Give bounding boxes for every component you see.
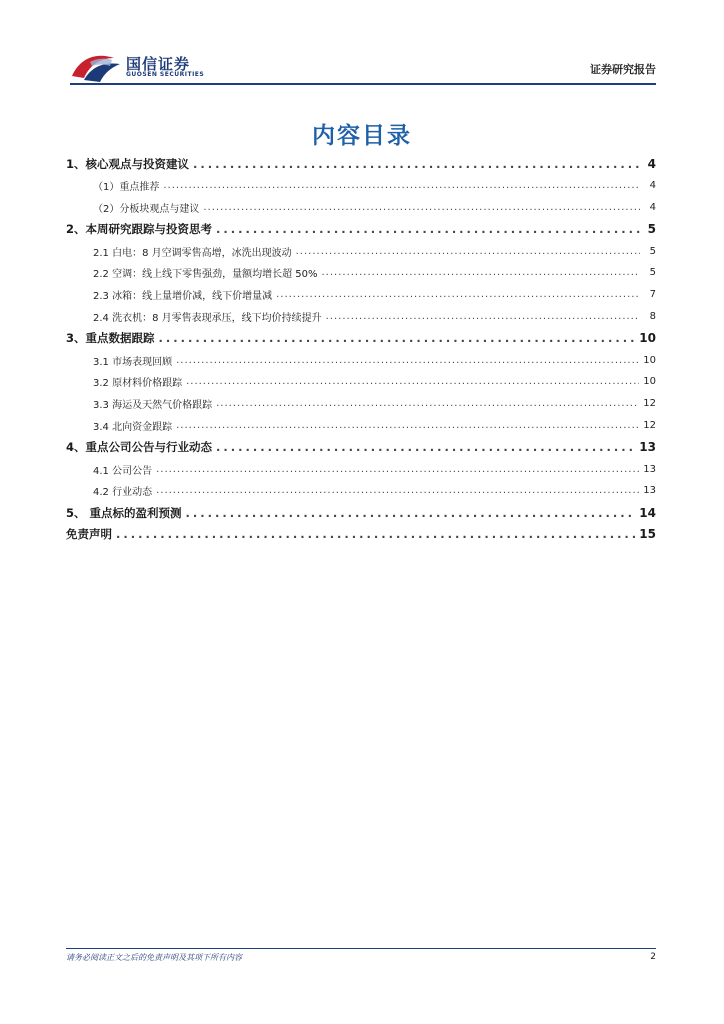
toc-dot-leader <box>203 202 640 213</box>
toc-entry-page: 14 <box>639 505 656 520</box>
toc-entry[interactable] <box>66 153 656 175</box>
toc-entry-page: 12 <box>643 419 656 431</box>
toc-entry-page: 5 <box>649 267 656 279</box>
toc-entry[interactable] <box>66 284 656 306</box>
toc-entry[interactable] <box>66 458 656 480</box>
report-type-label: 证券研究报告 <box>590 63 656 76</box>
toc-entry-title: 3、重点数据跟踪 <box>66 331 155 346</box>
toc-dot-leader <box>156 485 639 496</box>
toc-entry-page: 7 <box>649 289 656 301</box>
toc-dot-leader <box>322 267 641 278</box>
toc-dot-leader <box>193 157 640 171</box>
toc-dot-leader <box>156 464 639 475</box>
toc-entry-title: 3.4 北向资金跟踪 <box>93 421 173 433</box>
toc-entry-title: 4.1 公司公告 <box>93 465 153 477</box>
toc-entry[interactable] <box>66 393 656 415</box>
toc-entry-title: 5、 重点标的盈利预测 <box>66 505 182 520</box>
toc-entry-page: 13 <box>643 463 656 475</box>
toc-entry[interactable] <box>66 349 656 371</box>
toc-entry-page: 4 <box>649 201 656 213</box>
toc-dot-leader <box>116 527 635 541</box>
toc-entry-page: 10 <box>643 376 656 388</box>
toc-dot-leader <box>326 311 640 322</box>
toc-entry-title: 2.2 空调：线上线下零售强劲，量额均增长超 50% <box>93 269 318 281</box>
footer-disclaimer: 请务必阅读正文之后的免责声明及其项下所有内容 <box>66 953 242 962</box>
toc-dot-leader <box>186 376 639 387</box>
toc-entry-title: 2.4 洗衣机：8 月零售表现承压，线下均价持续提升 <box>93 312 322 324</box>
toc-dot-leader <box>216 398 639 409</box>
toc-entry-title: 1、核心观点与投资建议 <box>66 156 190 171</box>
toc-entry-title: 3.2 原材料价格跟踪 <box>93 378 183 390</box>
footer-divider <box>66 948 656 949</box>
toc-entry-title: 4.2 行业动态 <box>93 487 153 499</box>
toc-dot-leader <box>296 246 640 257</box>
toc-entry-title: 3.1 市场表现回顾 <box>93 356 173 368</box>
toc-dot-leader <box>216 440 635 454</box>
toc-entry-title: 3.3 海运及天然气价格跟踪 <box>93 400 213 412</box>
company-logo <box>70 50 220 84</box>
toc-entry[interactable] <box>66 480 656 502</box>
toc-entry-page: 5 <box>649 245 656 257</box>
toc-entry-page: 12 <box>643 398 656 410</box>
toc-entry[interactable] <box>66 371 656 393</box>
toc-entry-page: 13 <box>643 485 656 497</box>
toc-entry-page: 10 <box>643 354 656 366</box>
toc-title: 内容目录 <box>312 123 412 149</box>
toc-entry-title: 4、重点公司公告与行业动态 <box>66 440 213 455</box>
toc-dot-leader <box>176 420 639 431</box>
toc-entry-page: 4 <box>649 180 656 192</box>
toc-entry[interactable] <box>66 502 656 524</box>
toc-entry[interactable] <box>66 436 656 458</box>
toc-entry[interactable] <box>66 218 656 240</box>
toc-entry-title: （2）分板块观点与建议 <box>93 203 200 215</box>
table-of-contents <box>66 153 656 545</box>
toc-entry[interactable] <box>66 327 656 349</box>
toc-entry-page: 8 <box>649 310 656 322</box>
toc-entry[interactable] <box>66 524 656 546</box>
toc-entry-title: （1）重点推荐 <box>93 182 160 194</box>
logo-chinese-name: 国信证券 <box>126 55 191 73</box>
toc-entry-title: 2.1 白电：8 月空调零售高增，冰洗出现波动 <box>93 247 292 259</box>
guosen-logo-icon <box>70 52 122 82</box>
toc-entry[interactable] <box>66 415 656 437</box>
logo-english-name: GUOSEN SECURITIES <box>126 71 205 78</box>
toc-entry-page: 5 <box>647 222 656 237</box>
toc-dot-leader <box>276 289 640 300</box>
toc-dot-leader <box>176 355 639 366</box>
toc-entry-page: 15 <box>639 527 656 542</box>
page-number: 2 <box>650 952 656 962</box>
toc-entry-page: 13 <box>639 440 656 455</box>
toc-entry-title: 2、本周研究跟踪与投资思考 <box>66 222 213 237</box>
toc-dot-leader <box>163 180 640 191</box>
header-divider <box>70 83 656 85</box>
toc-entry[interactable] <box>66 197 656 219</box>
toc-entry[interactable] <box>66 240 656 262</box>
toc-dot-leader <box>186 506 636 520</box>
toc-entry-title: 2.3 冰箱：线上量增价减，线下价增量减 <box>93 291 273 303</box>
toc-entry[interactable] <box>66 175 656 197</box>
toc-entry-page: 4 <box>647 156 656 171</box>
toc-entry-page: 10 <box>639 331 656 346</box>
page-header <box>70 50 656 86</box>
toc-entry[interactable] <box>66 262 656 284</box>
toc-dot-leader <box>159 331 636 345</box>
toc-dot-leader <box>216 222 640 236</box>
toc-entry[interactable] <box>66 306 656 328</box>
toc-entry-title: 免责声明 <box>66 527 112 542</box>
